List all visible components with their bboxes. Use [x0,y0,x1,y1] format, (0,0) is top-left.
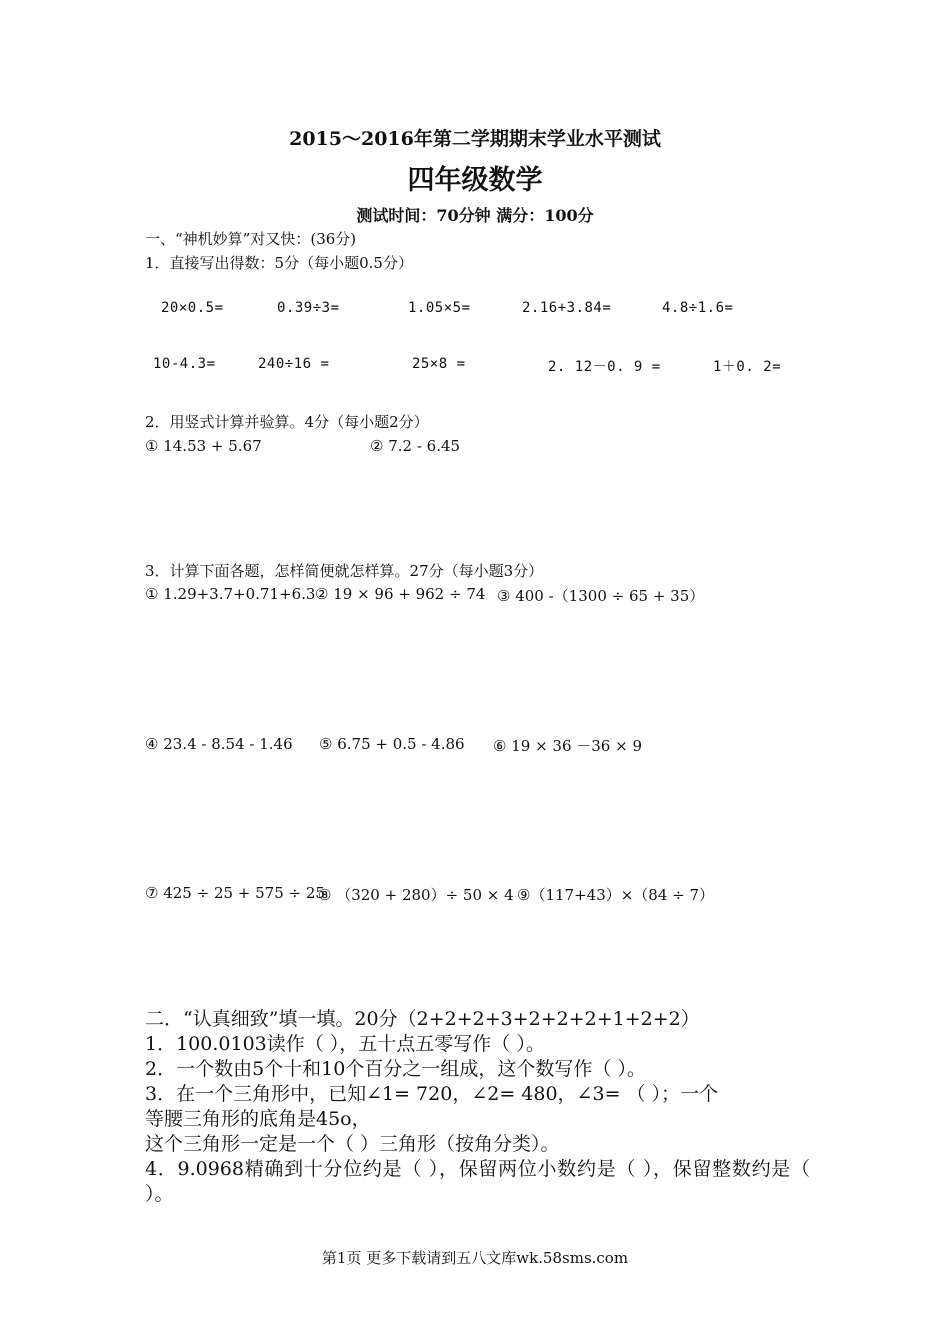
question-1-heading: 1．直接写出得数：5分（每小题0.5分） [145,254,413,272]
simplify-item: ⑤ 6.75 + 0.5 - 4.86 [319,735,465,753]
vertical-calc-item: ② 7.2 - 6.45 [370,437,461,455]
oral-calc-item: 20×0.5= [161,300,224,316]
oral-calc-item: 2.16+3.84= [522,300,612,316]
oral-calc-item: 1.05×5= [408,300,471,316]
fill-question-3-line-2: 等腰三角形的底角是45o， [145,1108,371,1130]
question-2-heading: 2．用竖式计算并验算。4分（每小题2分） [145,413,429,431]
simplify-row-3 [0,884,950,904]
vertical-calc-item: ① 14.53 + 5.67 [145,437,262,455]
oral-calc-item: 240÷16 = [258,356,330,372]
vertical-calc-row [0,437,950,457]
oral-calc-row-2 [0,356,950,376]
section-one-heading: 一、“神机妙算”对又快：(36分) [145,230,357,248]
simplify-item: ⑦ 425 ÷ 25 + 575 ÷ 25 [145,884,325,902]
oral-calc-item: 10-4.3= [153,356,216,372]
simplify-item: ② 19 × 96 + 962 ÷ 74 [315,585,486,603]
fill-question-3-line-1: 3．在一个三角形中，已知∠1= 720，∠2= 480，∠3= （ ）；一个 [145,1083,719,1105]
exam-term-title: 2015～2016年第二学期期末学业水平测试 [289,128,661,150]
question-3-heading: 3．计算下面各题，怎样简便就怎样算。27分（每小题3分） [145,562,544,580]
simplify-item: ① 1.29+3.7+0.71+6.3 [145,585,316,603]
oral-calc-item: 25×8 = [412,356,466,372]
fill-question-4: 4．9.0968精确到十分位约是（ ），保留两位小数约是（ ），保留整数约是（ ）。 [145,1158,810,1205]
fill-question-2: 2．一个数由5个十和10个百分之一组成，这个数写作（ ）。 [145,1058,646,1080]
simplify-item: ⑥ 19 × 36 －36 × 9 [493,737,642,755]
simplify-item: ⑧ （320 + 280）÷ 50 × 4 [318,886,514,904]
simplify-item: ④ 23.4 - 8.54 - 1.46 [145,735,293,753]
page-footer: 第1页 更多下载请到五八文库wk.58sms.com [321,1249,629,1267]
simplify-item: ⑨（117+43）×（84 ÷ 7） [517,886,715,904]
simplify-row-1 [0,585,950,605]
exam-subject-title: 四年级数学 [407,165,543,196]
oral-calc-row-1 [0,300,950,320]
oral-calc-item: 2. 12－0. 9 = [548,359,661,375]
fill-question-3-line-3: 这个三角形一定是一个（ ）三角形（按角分类）。 [145,1133,560,1155]
section-two-heading: 二．“认真细致”填一填。20分（2+2+2+3+2+2+2+1+2+2） [145,1008,700,1030]
exam-time-score: 测试时间：70分钟 满分：100分 [356,206,594,225]
oral-calc-item: 1＋0. 2= [713,359,782,375]
simplify-row-2 [0,735,950,755]
oral-calc-item: 0.39÷3= [277,300,340,316]
simplify-item: ③ 400 -（1300 ÷ 65 + 35） [497,587,705,605]
fill-question-1: 1．100.0103读作（ ），五十点五零写作（ ）。 [145,1033,545,1055]
oral-calc-item: 4.8÷1.6= [662,300,734,316]
